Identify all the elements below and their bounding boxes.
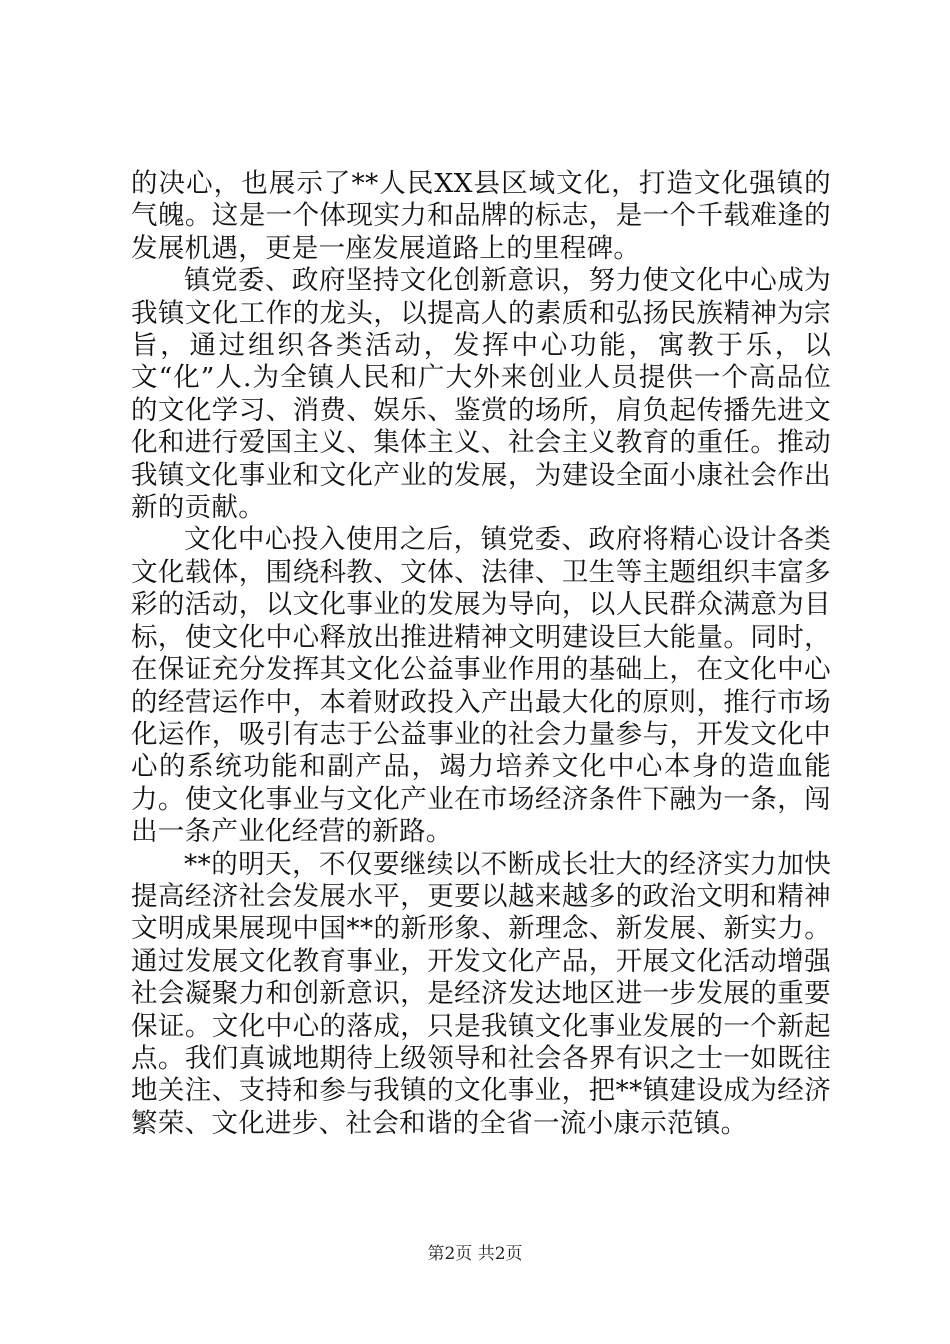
paragraph-tomorrow: **的明天，不仅要继续以不断成长壮大的经济实力加快提高经济社会发展水平，更要以越来越多的政治文明和精神文明成果展现中国**的新形象、新理念、新发展、新实力。通过发展文化教育事业，开发文化产品，开展文化活动增强社会凝聚力和创新意识，是经济发达地区进一步发展的重要保证。文化中心的落成，只是我镇文化事业发展的一个新起点。我们真诚地期待上级领导和社会各界有识之士一如既往地关注、支持和参与我镇的文化事业，把**镇建设成为经济繁荣、文化进步、社会和谐的全省一流小康示范镇。: [131, 848, 831, 1139]
paragraph-culture-innovation: 镇党委、政府坚持文化创新意识，努力使文化中心成为我镇文化工作的龙头，以提高人的素质和弘扬民族精神为宗旨，通过组织各类活动，发挥中心功能，寓教于乐，以文“化”人.为全镇人民和广大外来创业人员提供一个高品位的文化学习、消费、娱乐、鉴赏的场所，肩负起传播先进文化和进行爱国主义、集体主义、社会主义教育的重任。推动我镇文化事业和文化产业的发展，为建设全面小康社会作出新的贡献。: [131, 265, 831, 524]
page-number-footer: 第2页 共2页: [427, 1244, 523, 1264]
paragraph-culture-center-operation: 文化中心投入使用之后，镇党委、政府将精心设计各类文化载体，围绕科教、文体、法律、卫生等主题组织丰富多彩的活动，以文化事业的发展为导向，以人民群众满意为目标，使文化中心释放出推进精神文明建设巨大能量。同时，在保证充分发挥其文化公益事业作用的基础上，在文化中心的经营运作中，本着财政投入产出最大化的原则，推行市场化运作，吸引有志于公益事业的社会力量参与，开发文化中心的系统功能和副产品，竭力培养文化中心本身的造血能力。使文化事业与文化产业在市场经济条件下融为一条，闯出一条产业化经营的新路。: [131, 524, 831, 848]
document-body: [131, 168, 831, 1140]
paragraph-continuation: 的决心，也展示了**人民XX县区域文化，打造文化强镇的气魄。这是一个体现实力和品牌的标志，是一个千载难逢的发展机遇，更是一座发展道路上的里程碑。: [131, 168, 831, 264]
